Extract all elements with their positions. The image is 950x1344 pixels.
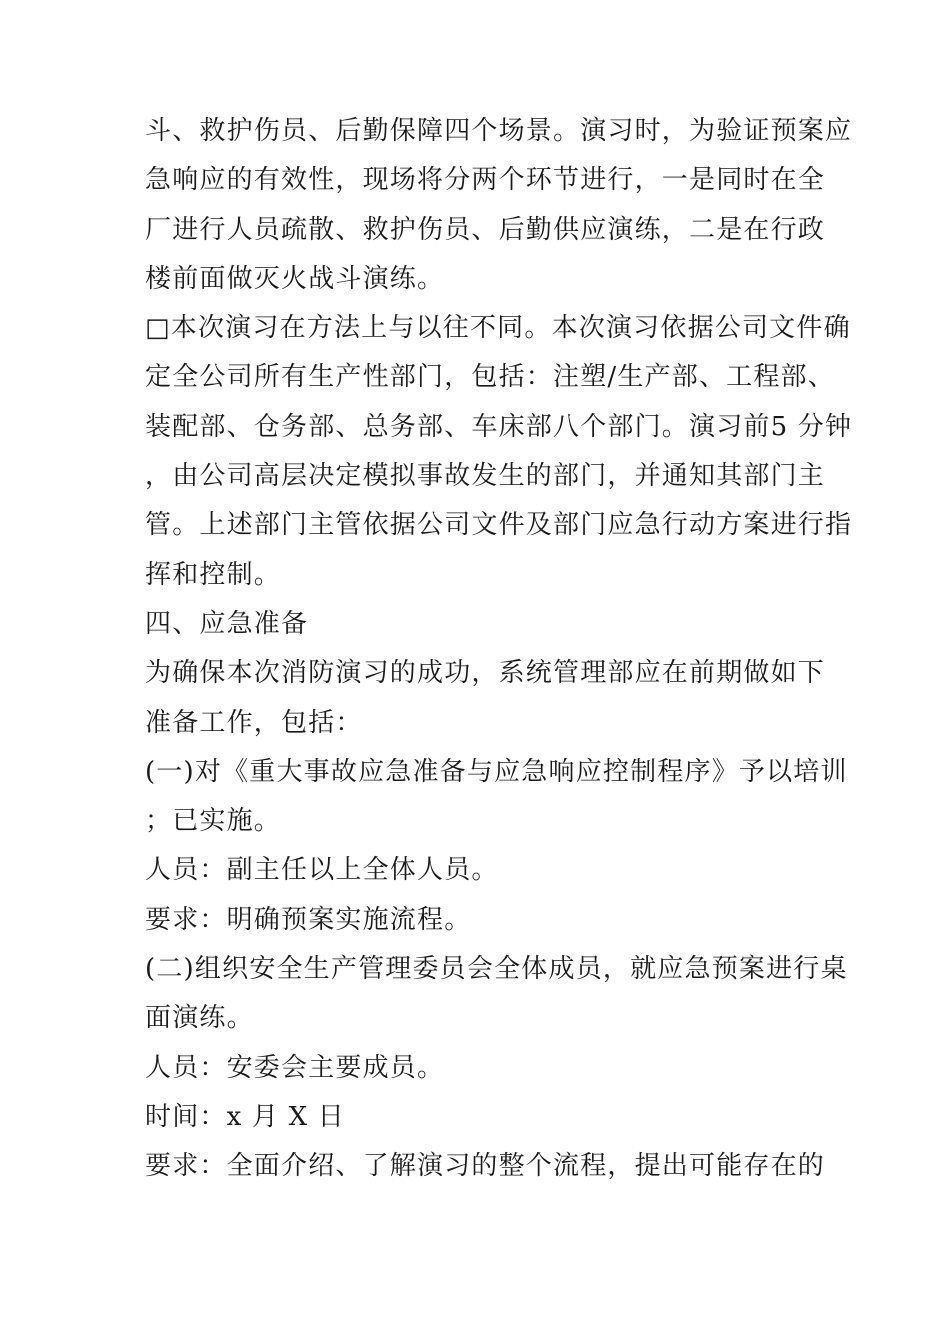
text-line: 人员：副主任以上全体人员。 — [145, 855, 499, 886]
text-line: 斗、救护伤员、后勤保障四个场景。演习时，为验证预案应 — [145, 116, 853, 146]
text-line: 要求：明确预案实施流程。 — [145, 904, 472, 935]
text-line: 面演练。 — [145, 1003, 254, 1034]
text-line: 装配部、仓务部、总务部、车床部八个部门。演习前5 分钟 — [145, 411, 853, 442]
text-line: 厂进行人员疏散、救护伤员、后勤供应演练，二是在行政 — [145, 214, 826, 245]
text-line: 楼前面做灭火战斗演练。 — [145, 263, 445, 294]
text-line: 时间：x 月 X 日 — [145, 1101, 345, 1132]
text-line: ；已实施。 — [145, 806, 282, 837]
text-line: 急响应的有效性，现场将分两个环节进行，一是同时在全 — [145, 165, 826, 196]
text-line: 要求：全面介绍、了解演习的整个流程，提出可能存在的 — [145, 1151, 826, 1182]
text-line: 为确保本次消防演习的成功，系统管理部应在前期做如下 — [145, 658, 826, 689]
text-line: ，由公司高层决定模拟事故发生的部门，并通知其部门主 — [145, 461, 826, 492]
text-line: 准备工作，包括： — [145, 707, 363, 738]
document-body — [145, 107, 853, 1192]
section-heading: 四、应急准备 — [145, 608, 309, 639]
text-line: (二)组织安全生产管理委员会全体成员，就应急预案进行桌 — [145, 954, 848, 985]
text-line: 人员：安委会主要成员。 — [145, 1052, 445, 1083]
text-line: 挥和控制。 — [145, 559, 282, 590]
text-line: □本次演习在方法上与以往不同。本次演习依据公司文件确 — [145, 313, 851, 344]
text-line: 定全公司所有生产性部门，包括：注塑/生产部、工程部、 — [145, 362, 835, 393]
text-line: (一)对《重大事故应急准备与应急响应控制程序》予以培训 — [145, 756, 848, 787]
text-line: 管。上述部门主管依据公司文件及部门应急行动方案进行指 — [145, 510, 853, 541]
